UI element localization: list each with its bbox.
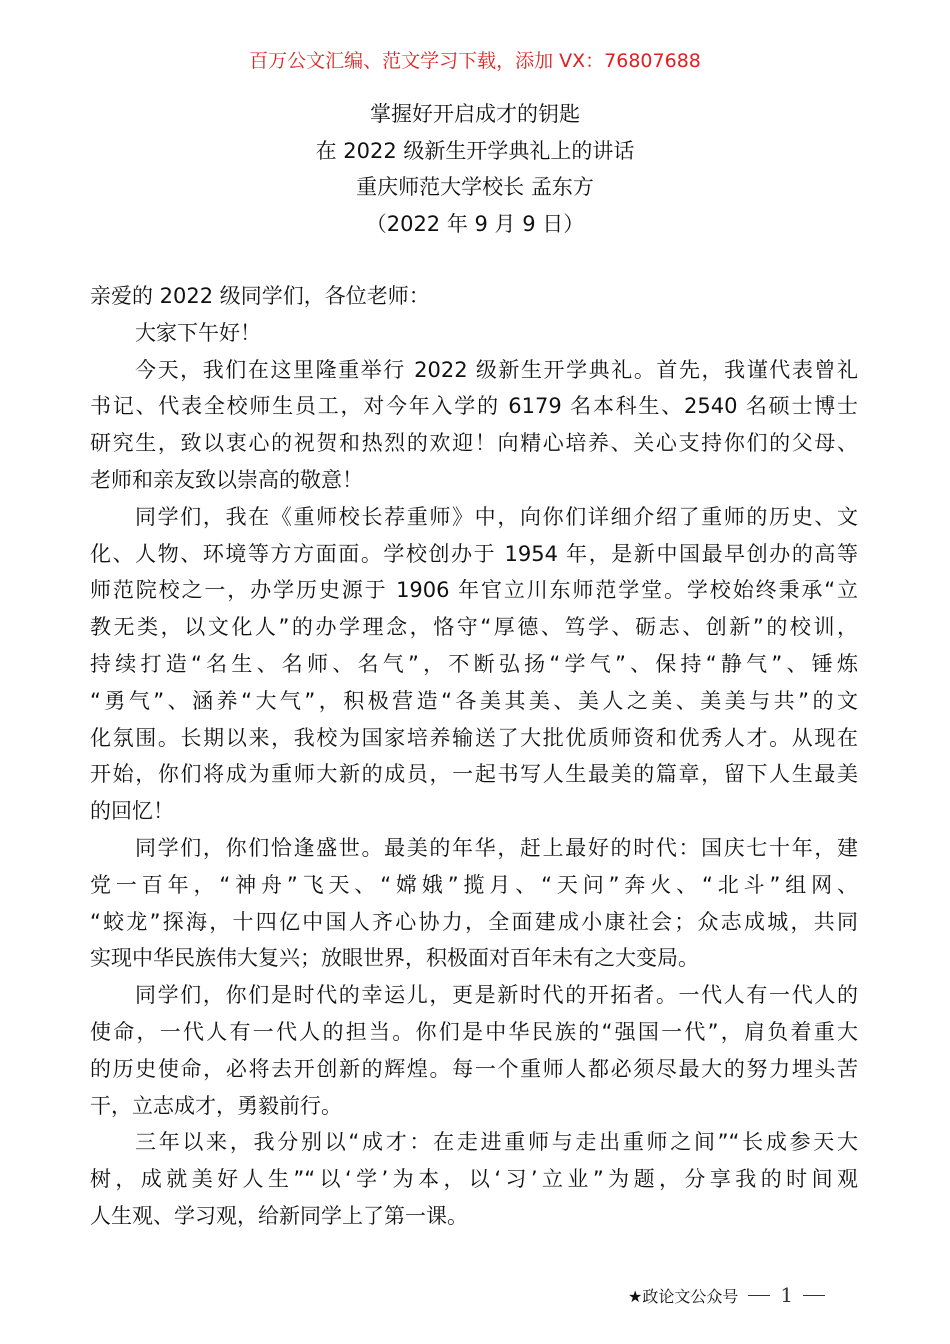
page-footer	[628, 1283, 825, 1307]
paragraph-line: 师范院校之一，办学历史源于 1906 年官立川东师范学堂。学校始终秉承“立	[90, 578, 858, 603]
footer-source: ★政论文公众号	[628, 1286, 739, 1306]
document-title: 掌握好开启成才的钥匙	[370, 102, 580, 126]
paragraph-line: 老师和亲友致以崇高的敬意！	[90, 467, 363, 492]
paragraph-line: 干，立志成才，勇毅前行。	[90, 1093, 342, 1118]
title-block	[0, 96, 950, 242]
paragraph-line: 实现中华民族伟大复兴；放眼世界，积极面对百年未有之大变局。	[90, 946, 699, 971]
paragraph-line: 化氛围。长期以来，我校为国家培养输送了大批优质师资和优秀人才。从现在	[90, 725, 858, 750]
document-author: 重庆师范大学校长 孟东方	[356, 175, 594, 199]
paragraph-line: 同学们，你们是时代的幸运儿，更是新时代的开拓者。一代人有一代人的	[135, 983, 858, 1008]
paragraph	[90, 352, 858, 499]
document-date: （2022 年 9 月 9 日）	[365, 211, 585, 236]
paragraph-line: 研究生，致以衷心的祝贺和热烈的欢迎！向精心培养、关心支持你们的父母、	[90, 431, 858, 456]
paragraph-line: 书记、代表全校师生员工，对今年入学的 6179 名本科生、2540 名硕士博士	[90, 394, 858, 419]
paragraph-line: 的回忆！	[90, 799, 174, 824]
paragraph	[90, 977, 858, 1124]
paragraph-line: “蛟龙”探海，十四亿中国人齐心协力，全面建成小康社会；众志成城，共同	[90, 909, 858, 934]
paragraph	[90, 830, 858, 977]
paragraph-line: 树，成就美好人生”“以‘学’为本，以‘习’立业”为题，分享我的时间观	[90, 1167, 858, 1192]
dash-left	[748, 1295, 770, 1296]
dash-right	[803, 1295, 825, 1296]
paragraph-line: 三年以来，我分别以“成才：在走进重师与走出重师之间”“长成参天大	[135, 1130, 858, 1155]
paragraph	[90, 1124, 858, 1234]
paragraph-line: 开始，你们将成为重师大新的成员，一起书写人生最美的篇章，留下人生最美	[90, 762, 858, 787]
paragraph-line: 的历史使命，必将去开创新的辉煌。每一个重师人都必须尽最大的努力埋头苦	[90, 1056, 858, 1081]
paragraph-line: 使命，一代人有一代人的担当。你们是中华民族的“强国一代”，肩负着重大	[90, 1019, 858, 1044]
paragraph-line: 同学们，你们恰逢盛世。最美的年华，赶上最好的时代：国庆七十年，建	[135, 835, 858, 860]
paragraph	[90, 315, 858, 352]
watermark-banner: 百万公文汇编、范文学习下载，添加 VX：76807688	[249, 50, 701, 72]
document-body	[90, 278, 858, 1235]
paragraph-line: 人生观、学习观，给新同学上了第一课。	[90, 1203, 468, 1228]
page-number: 1	[780, 1283, 794, 1307]
salutation: 亲爱的 2022 级同学们，各位老师：	[90, 284, 430, 308]
paragraph-line: 教无类，以文化人”的办学理念，恪守“厚德、笃学、砺志、创新”的校训，	[90, 615, 858, 640]
paragraph-line: 大家下午好！	[135, 320, 261, 345]
paragraph-line: 持续打造“名生、名师、名气”，不断弘扬“学气”、保持“静气”、锤炼	[90, 651, 858, 676]
paragraph	[90, 499, 858, 830]
document-subtitle: 在 2022 级新生开学典礼上的讲话	[315, 138, 635, 163]
paragraph-line: 同学们，我在《重师校长荐重师》中，向你们详细介绍了重师的历史、文	[135, 504, 858, 529]
paragraph-line: 今天，我们在这里隆重举行 2022 级新生开学典礼。首先，我谨代表曾礼	[135, 357, 858, 382]
paragraph-line: 化、人物、环境等方方面面。学校创办于 1954 年，是新中国最早创办的高等	[90, 541, 858, 566]
paragraph-line: 党一百年，“神舟”飞天、“嫦娥”揽月、“天问”奔火、“北斗”组网、	[90, 872, 858, 897]
paragraph-line: “勇气”、涵养“大气”，积极营造“各美其美、美人之美、美美与共”的文	[90, 688, 858, 713]
